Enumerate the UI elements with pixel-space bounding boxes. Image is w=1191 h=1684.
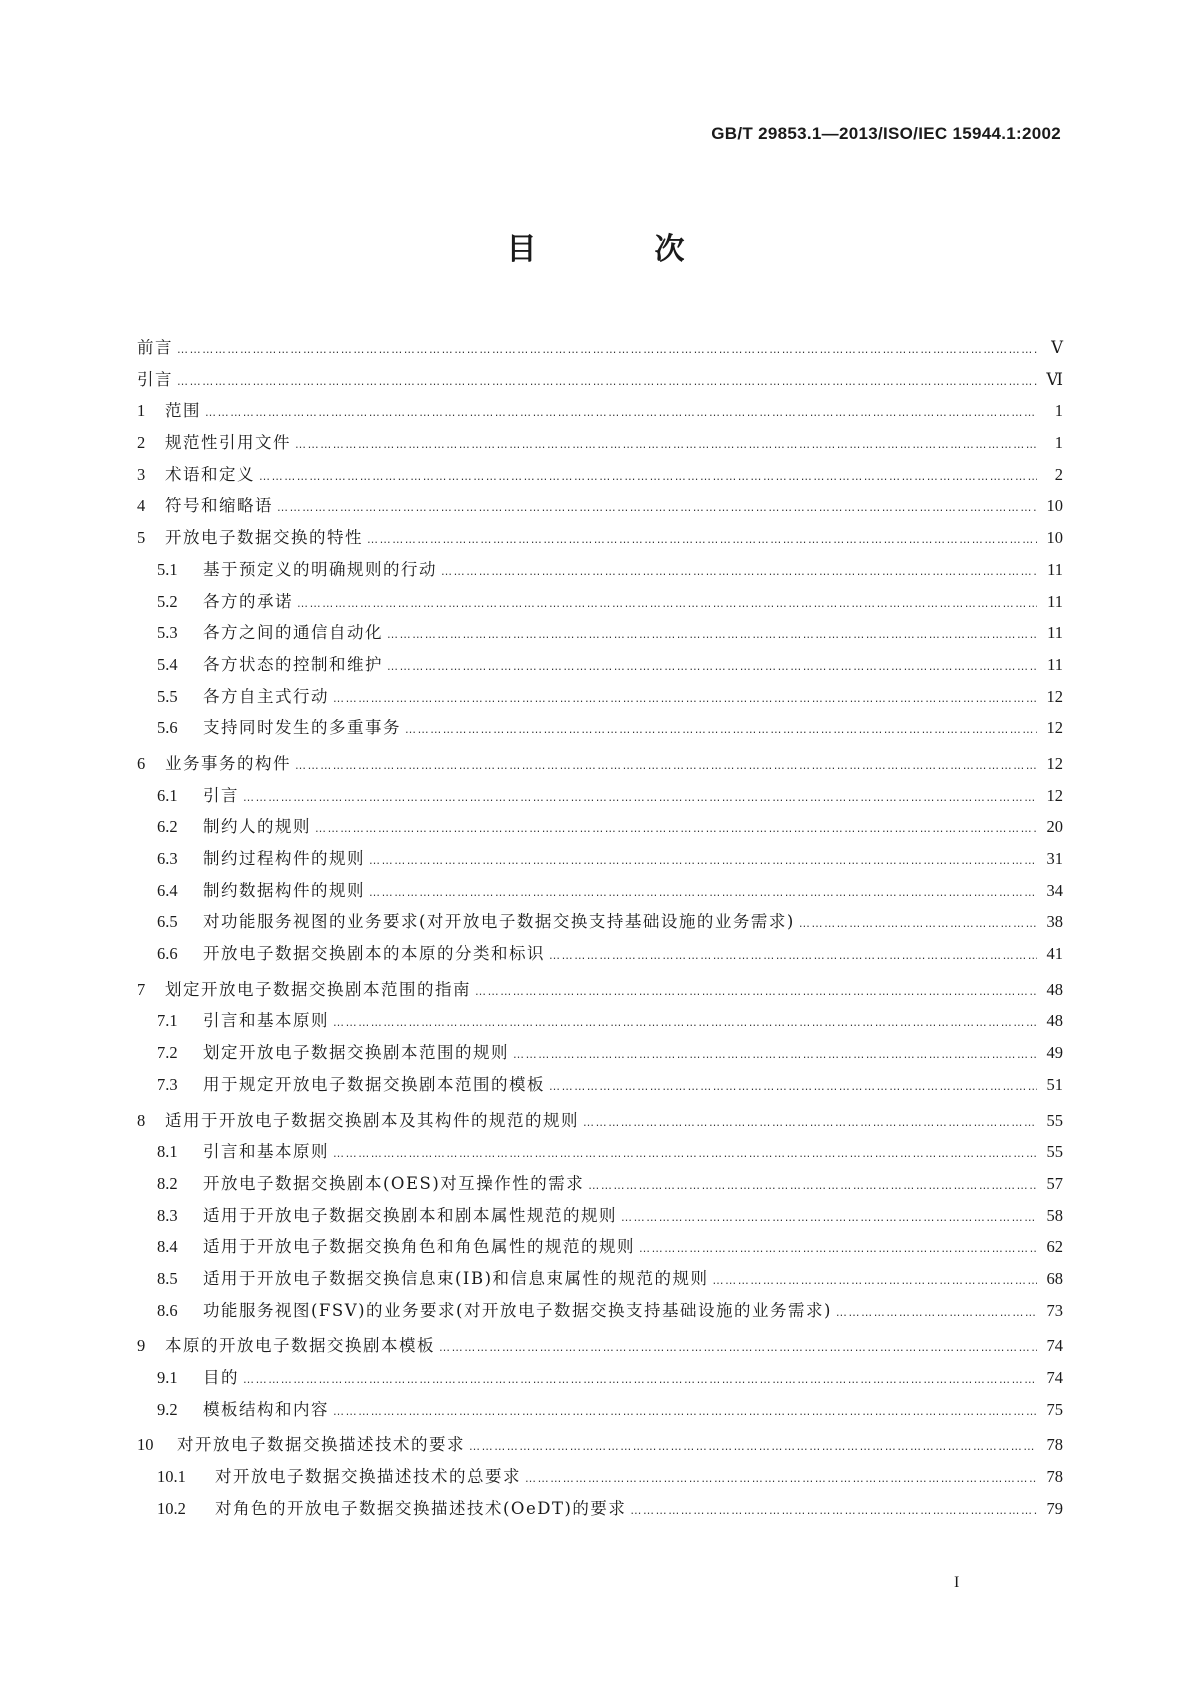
toc-entry-6-4[interactable]: [137, 877, 1063, 909]
leader-dots: [836, 1306, 1037, 1319]
toc-entry-page: 74: [1046, 1368, 1063, 1387]
toc-entry-page: 74: [1046, 1336, 1063, 1356]
toc-entry-number: 7: [137, 979, 146, 999]
toc-entry-text: 制约过程构件的规则: [203, 849, 365, 868]
toc-entry-number: 2: [137, 433, 146, 453]
toc-entry-page: 34: [1046, 880, 1063, 900]
toc-entry-page: 78: [1046, 1467, 1063, 1487]
toc-entry-text: 引言和基本原则: [203, 1142, 329, 1162]
toc-entry-page: 68: [1046, 1268, 1063, 1288]
toc-entry-number: 8.2: [157, 1173, 178, 1193]
leader-dots: [525, 1472, 1037, 1485]
toc-entry-number: 8.4: [157, 1237, 178, 1257]
toc-entry-number: 6.6: [157, 944, 178, 964]
toc-entry-number: 5.3: [157, 623, 178, 643]
page-number: I: [954, 1574, 960, 1591]
toc-entry-number: 5.6: [157, 718, 178, 738]
toc-entry-text: 对功能服务视图的业务要求(对开放电子数据交换支持基础设施的业务需求): [203, 912, 795, 932]
toc-entry-10[interactable]: [137, 1431, 1063, 1463]
toc-entry-page: 51: [1046, 1074, 1063, 1094]
leader-dots: [205, 406, 1037, 419]
toc-entry-6[interactable]: [137, 750, 1063, 782]
leader-dots: [588, 1179, 1037, 1192]
toc-entry-number: 5.4: [157, 654, 178, 674]
toc-entry-text: 对开放电子数据交换描述技术的要求: [177, 1435, 465, 1455]
toc-entry-text: 适用于开放电子数据交换角色和角色属性的规范的规则: [203, 1237, 635, 1257]
toc-entry-text: 制约数据构件的规则: [203, 880, 365, 900]
toc-entry-text: 术语和定义: [165, 464, 255, 484]
toc-entry-page: 11: [1047, 654, 1063, 674]
leader-dots: [439, 1341, 1037, 1354]
leader-dots: [513, 1048, 1037, 1061]
toc-entry-number: 7.1: [157, 1011, 178, 1031]
toc-entry-number: 9.1: [157, 1368, 178, 1387]
leader-dots: [621, 1211, 1037, 1224]
toc-entry-text: 对角色的开放电子数据交换描述技术(OeDT)的要求: [215, 1498, 627, 1518]
toc-entry-page: 12: [1046, 718, 1063, 738]
toc-entry-text: 划定开放电子数据交换剧本范围的规则: [203, 1043, 509, 1063]
toc-entry-text: 各方之间的通信自动化: [203, 623, 383, 643]
toc-entry-number: 5.1: [157, 559, 178, 579]
toc-entry-5-4[interactable]: [137, 651, 1063, 683]
toc-entry-6-6[interactable]: [137, 940, 1063, 972]
toc-entry-number: 4: [137, 496, 146, 516]
toc-entry-page: 10: [1046, 496, 1063, 516]
toc-entry-page: 11: [1047, 559, 1063, 579]
toc-entry-5-5[interactable]: [137, 683, 1063, 715]
toc-entry-page: 55: [1046, 1110, 1063, 1130]
toc-entry-text: 业务事务的构件: [165, 753, 291, 773]
toc-entry-number: 9: [137, 1336, 146, 1356]
leader-dots: [369, 854, 1037, 867]
toc-entry-number: 10: [137, 1435, 154, 1455]
leader-dots: [295, 438, 1037, 451]
toc-entry-5-3[interactable]: [137, 619, 1063, 651]
page-title: 目 次: [506, 232, 729, 267]
toc-entry-text: 划定开放电子数据交换剧本范围的指南: [165, 979, 471, 999]
toc-entry-text: 支持同时发生的多重事务: [203, 718, 401, 738]
toc-entry-text: 基于预定义的明确规则的行动: [203, 559, 437, 579]
toc-entry-page: 73: [1046, 1300, 1063, 1320]
leader-dots: [387, 660, 1037, 673]
toc-entry-introduction[interactable]: [137, 366, 1063, 398]
toc-entry-number: 6.1: [157, 785, 178, 805]
toc-entry-text: 各方状态的控制和维护: [203, 654, 383, 674]
toc-entry-2[interactable]: [137, 429, 1063, 461]
leader-dots: [333, 692, 1037, 705]
toc-entry-page: 48: [1046, 979, 1063, 999]
toc-entry-text: 引言: [203, 785, 239, 805]
toc-entry-page: Ⅵ: [1046, 369, 1063, 389]
toc-entry-5-6[interactable]: [137, 714, 1063, 746]
leader-dots: [333, 1147, 1037, 1160]
toc-entry-number: 6.4: [157, 880, 178, 900]
toc-entry-7-1[interactable]: [137, 1007, 1063, 1039]
toc-entry-number: 9.2: [157, 1399, 178, 1419]
toc-entry-number: 6.3: [157, 849, 178, 868]
leader-dots: [630, 1504, 1037, 1517]
toc-entry-page: 2: [1054, 464, 1063, 484]
leader-dots: [243, 791, 1037, 804]
toc-entry-page: 20: [1046, 817, 1063, 837]
toc-entry-number: 6: [137, 753, 146, 773]
toc-entry-text: 范围: [165, 401, 201, 421]
toc-entry-3[interactable]: [137, 461, 1063, 493]
toc-entry-number: 10.2: [157, 1498, 186, 1518]
toc-entry-page: 1: [1054, 401, 1063, 421]
toc-entry-page: 79: [1046, 1498, 1063, 1518]
toc-entry-page: Ⅴ: [1051, 338, 1063, 357]
leader-dots: [799, 917, 1037, 930]
toc-entry-text: 引言和基本原则: [203, 1011, 329, 1031]
toc-entry-page: 11: [1047, 591, 1063, 611]
toc-entry-text: 本原的开放电子数据交换剧本模板: [165, 1336, 435, 1356]
toc-entry-6-5[interactable]: [137, 908, 1063, 940]
toc-entry-page: 49: [1046, 1043, 1063, 1063]
toc-entry-number: 7.3: [157, 1074, 178, 1094]
toc-entry-text: 目的: [203, 1368, 239, 1387]
toc-entry-7-2[interactable]: [137, 1039, 1063, 1071]
toc-entry-text: 功能服务视图(FSV)的业务要求(对开放电子数据交换支持基础设施的业务需求): [203, 1300, 832, 1320]
toc-entry-text: 规范性引用文件: [165, 433, 291, 453]
leader-dots: [295, 759, 1037, 772]
table-of-contents: [137, 334, 1063, 1526]
leader-dots: [549, 949, 1037, 962]
toc-entry-number: 6.2: [157, 817, 178, 837]
toc-entry-text: 用于规定开放电子数据交换剧本范围的模板: [203, 1074, 545, 1094]
toc-entry-number: 1: [137, 401, 146, 421]
toc-entry-number: 7.2: [157, 1043, 178, 1063]
toc-entry-page: 41: [1046, 944, 1063, 964]
toc-entry-text: 前言: [137, 338, 173, 357]
toc-entry-text: 开放电子数据交换剧本的本原的分类和标识: [203, 944, 545, 964]
toc-entry-text: 模板结构和内容: [203, 1399, 329, 1419]
toc-entry-text: 对开放电子数据交换描述技术的总要求: [215, 1467, 521, 1487]
toc-entry-page: 12: [1046, 785, 1063, 805]
leader-dots: [243, 1373, 1037, 1386]
toc-entry-foreword[interactable]: [137, 334, 1063, 366]
toc-entry-number: 8.5: [157, 1268, 178, 1288]
toc-entry-10-2[interactable]: [137, 1495, 1063, 1527]
toc-entry-text: 制约人的规则: [203, 817, 311, 837]
toc-entry-text: 适用于开放电子数据交换剧本和剧本属性规范的规则: [203, 1205, 617, 1225]
leader-dots: [583, 1116, 1037, 1129]
toc-entry-number: 6.5: [157, 912, 178, 932]
toc-entry-page: 31: [1046, 849, 1063, 868]
toc-entry-5-1[interactable]: [137, 556, 1063, 588]
toc-entry-text: 引言: [137, 369, 173, 389]
toc-entry-page: 11: [1047, 623, 1063, 643]
leader-dots: [387, 628, 1037, 641]
leader-dots: [369, 886, 1037, 899]
toc-entry-8[interactable]: [137, 1107, 1063, 1139]
toc-entry-page: 57: [1046, 1173, 1063, 1193]
toc-entry-6-3[interactable]: [137, 845, 1063, 877]
leader-dots: [405, 723, 1037, 736]
toc-entry-9-2[interactable]: [137, 1396, 1063, 1428]
toc-entry-9[interactable]: [137, 1332, 1063, 1364]
toc-entry-text: 适用于开放电子数据交换信息束(IB)和信息束属性的规范的规则: [203, 1268, 709, 1288]
leader-dots: [367, 533, 1037, 546]
toc-entry-4[interactable]: [137, 492, 1063, 524]
toc-entry-8-1[interactable]: [137, 1138, 1063, 1170]
toc-entry-page: 75: [1046, 1399, 1063, 1419]
toc-entry-page: 12: [1046, 753, 1063, 773]
toc-entry-page: 1: [1054, 433, 1063, 453]
toc-entry-number: 8.6: [157, 1300, 178, 1320]
toc-entry-6-1[interactable]: [137, 782, 1063, 814]
toc-entry-page: 78: [1046, 1435, 1063, 1455]
toc-entry-9-1[interactable]: [137, 1364, 1063, 1396]
toc-entry-8-3[interactable]: [137, 1202, 1063, 1234]
toc-entry-1[interactable]: [137, 397, 1063, 429]
toc-entry-page: 55: [1046, 1142, 1063, 1162]
toc-entry-5-2[interactable]: [137, 588, 1063, 620]
toc-entry-7-3[interactable]: [137, 1071, 1063, 1103]
toc-entry-8-2[interactable]: [137, 1170, 1063, 1202]
toc-entry-7[interactable]: [137, 976, 1063, 1008]
leader-dots: [469, 1440, 1037, 1453]
leader-dots: [277, 501, 1037, 514]
toc-entry-page: 12: [1046, 686, 1063, 706]
toc-entry-8-4[interactable]: [137, 1233, 1063, 1265]
toc-entry-text: 符号和缩略语: [165, 496, 273, 516]
leader-dots: [475, 985, 1037, 998]
toc-entry-text: 各方自主式行动: [203, 686, 329, 706]
leader-dots: [549, 1080, 1037, 1093]
toc-entry-number: 5.2: [157, 591, 178, 611]
toc-entry-page: 58: [1046, 1205, 1063, 1225]
standard-number: GB/T 29853.1—2013/ISO/IEC 15944.1:2002: [711, 124, 1061, 143]
toc-entry-number: 8: [137, 1110, 146, 1130]
toc-entry-page: 38: [1046, 912, 1063, 932]
toc-entry-number: 8.3: [157, 1205, 178, 1225]
toc-entry-10-1[interactable]: [137, 1463, 1063, 1495]
leader-dots: [333, 1405, 1037, 1418]
toc-entry-number: 10.1: [157, 1467, 186, 1487]
toc-entry-number: 5: [137, 528, 146, 548]
toc-entry-page: 62: [1046, 1237, 1063, 1257]
toc-entry-text: 各方的承诺: [203, 591, 293, 611]
leader-dots: [333, 1016, 1037, 1029]
leader-dots: [713, 1274, 1037, 1287]
leader-dots: [259, 470, 1037, 483]
toc-entry-text: 开放电子数据交换的特性: [165, 528, 363, 548]
toc-entry-6-2[interactable]: [137, 813, 1063, 845]
leader-dots: [297, 597, 1037, 610]
toc-entry-8-5[interactable]: [137, 1265, 1063, 1297]
toc-entry-number: 3: [137, 464, 146, 484]
toc-entry-text: 适用于开放电子数据交换剧本及其构件的规范的规则: [165, 1110, 579, 1130]
leader-dots: [639, 1242, 1037, 1255]
leader-dots: [177, 375, 1037, 388]
toc-entry-page: 48: [1046, 1011, 1063, 1031]
leader-dots: [177, 343, 1037, 356]
toc-entry-number: 8.1: [157, 1142, 178, 1162]
toc-entry-5[interactable]: [137, 524, 1063, 556]
toc-entry-8-6[interactable]: [137, 1297, 1063, 1329]
leader-dots: [441, 565, 1037, 578]
toc-entry-number: 5.5: [157, 686, 178, 706]
leader-dots: [315, 822, 1037, 835]
toc-entry-text: 开放电子数据交换剧本(OES)对互操作性的需求: [203, 1173, 585, 1193]
toc-entry-page: 10: [1046, 528, 1063, 548]
